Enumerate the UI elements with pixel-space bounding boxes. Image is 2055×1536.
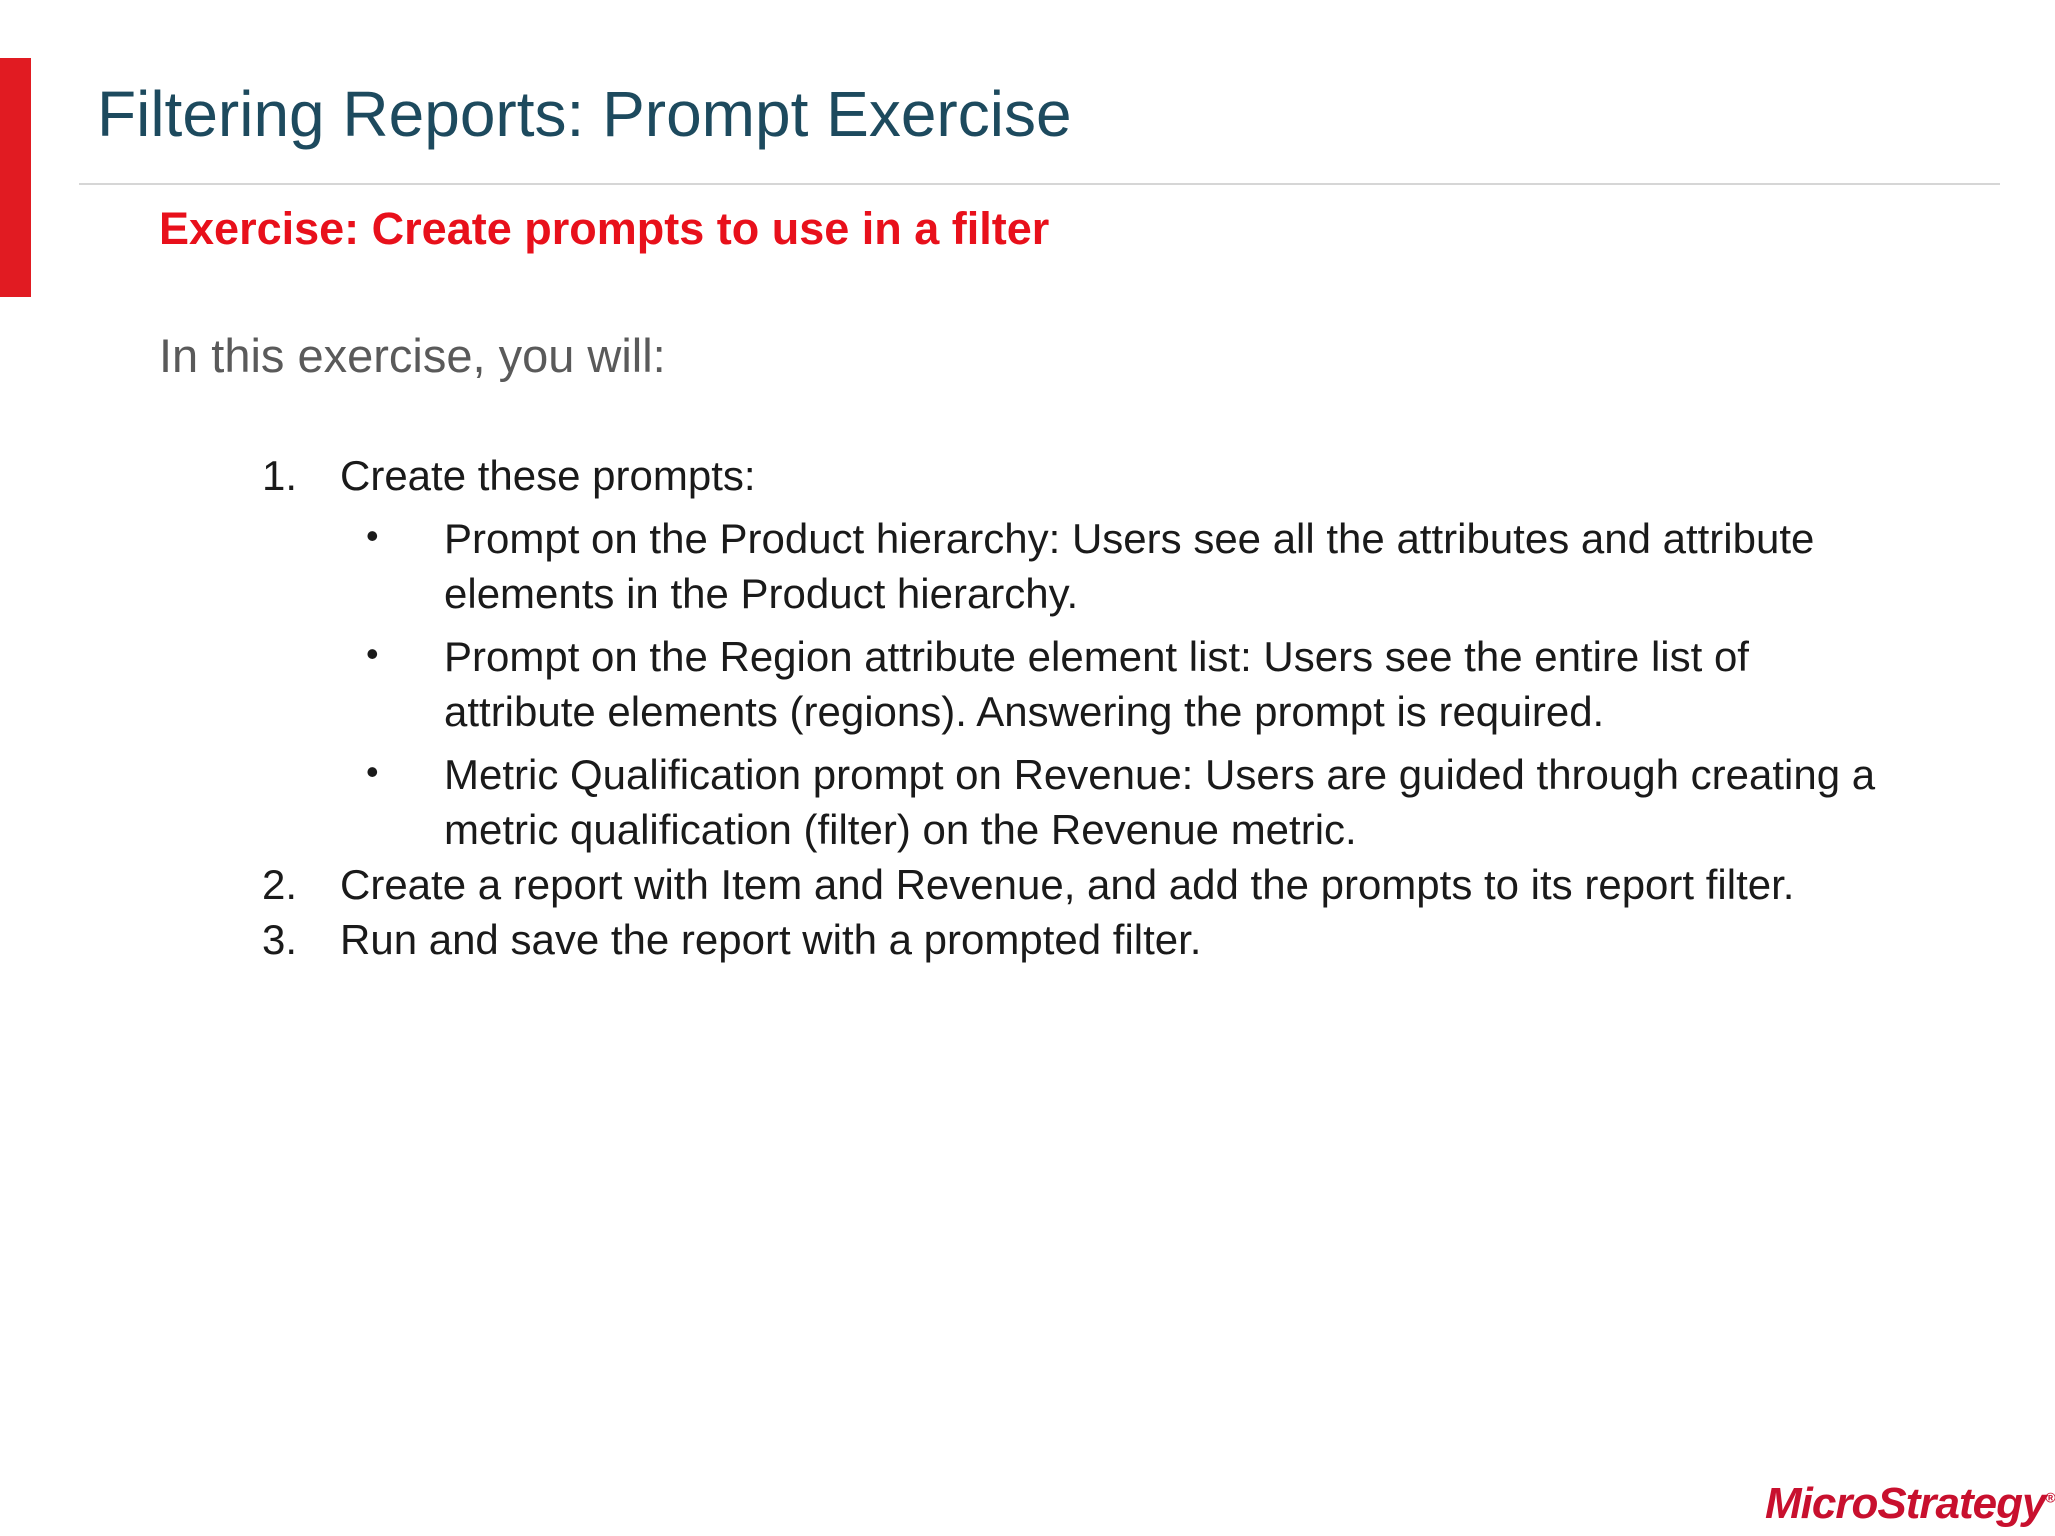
step-2	[262, 857, 1902, 912]
step-number: 2.	[262, 861, 298, 908]
microstrategy-logo	[1765, 1479, 2055, 1528]
intro-text: In this exercise, you will:	[159, 329, 666, 382]
step-1	[262, 448, 1902, 857]
prompt-item-product-hierarchy	[340, 511, 1902, 621]
prompt-text: Prompt on the Product hierarchy: Users see all the attributes and attribute elements in the Product hierarchy.	[444, 515, 1815, 617]
prompt-item-region-list	[340, 629, 1902, 739]
step-text: Run and save the report with a prompted filter.	[340, 916, 1202, 963]
registered-mark: ®	[2045, 1489, 2055, 1506]
accent-bar	[0, 58, 31, 297]
title-divider	[79, 183, 2000, 185]
bullet-icon: •	[366, 751, 379, 792]
step-text: Create a report with Item and Revenue, and add the prompts to its report filter.	[340, 861, 1795, 908]
step-number: 1.	[262, 452, 298, 499]
prompt-text: Metric Qualification prompt on Revenue: Users are guided through creating a metric qualification (filter) on the Revenue metric.	[444, 751, 1876, 853]
logo-wordmark: MicroStrategy	[1765, 1479, 2046, 1528]
bullet-icon: •	[366, 515, 379, 556]
exercise-heading: Exercise: Create prompts to use in a filter	[159, 203, 1050, 254]
step-3	[262, 912, 1902, 967]
bullet-icon: •	[366, 633, 379, 674]
prompt-item-metric-qualification	[340, 747, 1902, 857]
step-number: 3.	[262, 916, 298, 963]
prompt-list	[340, 511, 1902, 857]
steps-list	[262, 448, 1902, 967]
prompt-text: Prompt on the Region attribute element list: Users see the entire list of attribute elements (regions). Answering the prompt is required.	[444, 633, 1749, 735]
step-text: Create these prompts:	[340, 452, 756, 499]
slide-title: Filtering Reports: Prompt Exercise	[97, 78, 1072, 150]
